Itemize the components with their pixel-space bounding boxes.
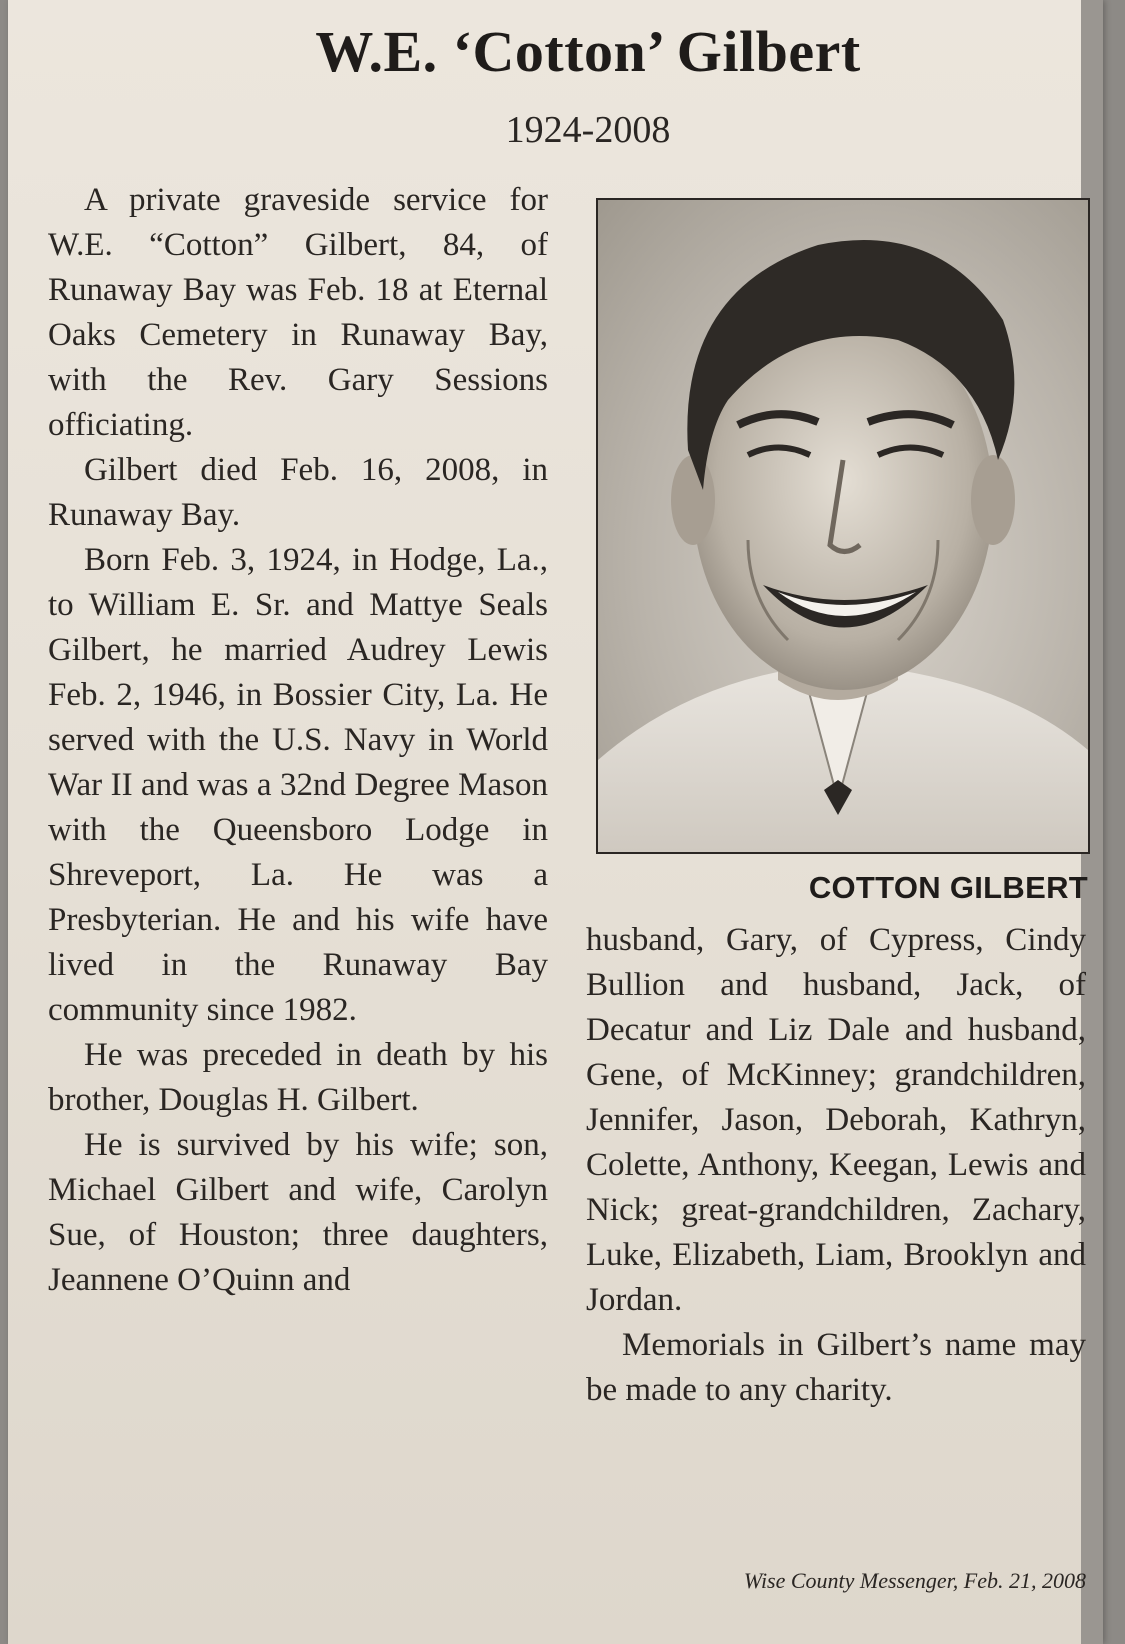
obituary-headline: W.E. ‘Cotton’ Gilbert (315, 19, 861, 84)
newspaper-clipping (8, 0, 1103, 1644)
photo-caption: COTTON GILBERT (808, 870, 1088, 905)
source-credit: Wise County Messenger, Feb. 21, 2008 (743, 1568, 1086, 1593)
portrait-illustration (598, 200, 1088, 852)
paragraph-survivors: He is survived by his wife; son, Michael Gilbert and wife, Carolyn Sue, of Houston; three daughters, Jeannene O’Quinn and (48, 1127, 548, 1298)
paragraph-biography: Born Feb. 3, 1924, in Hodge, La., to William E. Sr. and Mattye Seals Gilbert, he married Audrey Lewis Feb. 2, 1946, in Bossier City, La. He served with the U.S. Navy in World War II and was a 32nd Degree Mason with the Queensboro Lodge in Shreveport, La. He was a Presbyterian. He and his wife have lived in the Runaway Bay community since 1982. (48, 542, 548, 1028)
paragraph-preceded: He was preceded in death by his brother, Douglas H. Gilbert. (48, 1037, 548, 1118)
paragraph-death: Gilbert died Feb. 16, 2008, in Runaway Bay. (48, 452, 548, 533)
right-column (586, 918, 1086, 1413)
life-years: 1924-2008 (505, 109, 671, 151)
portrait-photo (596, 198, 1090, 854)
paragraph-memorials: Memorials in Gilbert’s name may be made to any charity. (586, 1327, 1086, 1408)
paragraph-survivors-continued: husband, Gary, of Cypress, Cindy Bullion and husband, Jack, of Decatur and Liz Dale and husband, Gene, of McKinney; grandchildren, Jennifer, Jason, Deborah, Kathryn, Colette, Anthony, Keegan, Lewis and Nick; great-grandchildren, Zachary, Luke, Elizabeth, Liam, Brooklyn and Jordan. (586, 922, 1086, 1318)
left-column (48, 178, 548, 1303)
paragraph-service: A private graveside service for W.E. “Cotton” Gilbert, 84, of Runaway Bay was Feb. 18 at Eternal Oaks Cemetery in Runaway Bay, with the Rev. Gary Sessions officiating. (48, 182, 548, 443)
